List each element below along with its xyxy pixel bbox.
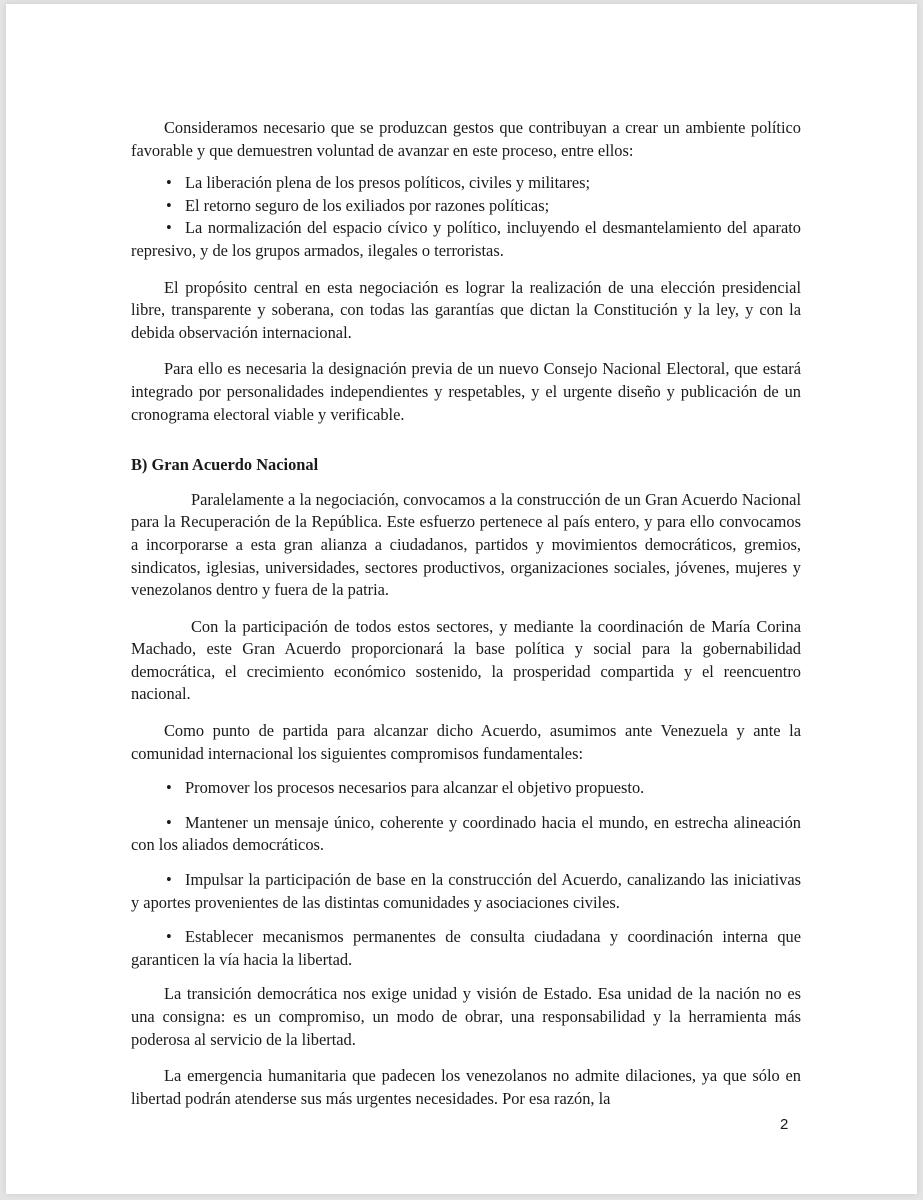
list-item xyxy=(131,217,801,262)
bullet-icon: • xyxy=(166,195,172,215)
section-heading: B) Gran Acuerdo Nacional xyxy=(131,455,319,475)
commitments-intro-paragraph: Como punto de partida para alcanzar dicho Acuerdo, asumimos ante Venezuela y ante la comunidad internacional los siguientes compromisos fundamentales: xyxy=(131,721,801,763)
list-item xyxy=(131,926,801,971)
gestures-list xyxy=(131,172,801,217)
page-number: 2 xyxy=(780,1116,789,1133)
bullet-icon: • xyxy=(166,870,172,890)
document-page xyxy=(6,4,917,1194)
bullet-icon: • xyxy=(166,812,172,832)
bullet-icon: • xyxy=(166,218,172,238)
bullet-icon: • xyxy=(166,173,172,193)
list-item-text: Promover los procesos necesarios para alcanzar el objetivo propuesto. xyxy=(185,778,645,798)
list-item-text: Establecer mecanismos permanentes de consulta ciudadana y coordinación interna que garanticen la vía hacia la libertad. xyxy=(131,927,801,969)
list-item xyxy=(131,195,801,218)
list-item xyxy=(131,812,801,857)
commitments-list xyxy=(131,777,801,971)
list-item-text: Impulsar la participación de base en la construcción del Acuerdo, canalizando las iniciativas y aportes provenientes de las distintas comunidades y asociaciones civiles. xyxy=(131,870,801,912)
purpose-paragraph: El propósito central en esta negociación es lograr la realización de una elección presidencial libre, transparente y soberana, con todas las garantías que dictan la Constitución y la ley, y con la debida observación internacional. xyxy=(131,277,801,342)
list-item-text: La normalización del espacio cívico y político, incluyendo el desmantelamiento del aparato represivo, y de los grupos armados, ilegales o terroristas. xyxy=(131,218,801,260)
intro-paragraph: Consideramos necesario que se produzcan gestos que contribuyan a crear un ambiente político favorable y que demuestren voluntad de avanzar en este proceso, entre ellos: xyxy=(131,118,801,160)
humanitarian-paragraph: La emergencia humanitaria que padecen los venezolanos no admite dilaciones, ya que sólo en libertad podrán atenderse sus más urgentes necesidades. Por esa razón, la xyxy=(131,1066,801,1108)
electoral-council-paragraph: Para ello es necesaria la designación previa de un nuevo Consejo Nacional Electoral, que estará integrado por personalidades independientes y respetables, y el urgente diseño y publicación de un cronograma electoral viable y verificable. xyxy=(131,359,801,424)
list-item-text: Mantener un mensaje único, coherente y coordinado hacia el mundo, en estrecha alineación con los aliados democráticos. xyxy=(131,812,801,855)
bullet-icon: • xyxy=(166,927,172,947)
transition-paragraph: La transición democrática nos exige unidad y visión de Estado. Esa unidad de la nación no es una consigna: es un compromiso, un modo de obrar, una responsabilidad y la herramienta más poderosa al servicio de la libertad. xyxy=(131,984,801,1049)
gran-acuerdo-paragraph: Paralelamente a la negociación, convocamos a la construcción de un Gran Acuerdo Nacional para la Recuperación de la República. Este esfuerzo pertenece al país entero, y para ello convocamos a incorporarse a esta gran alianza a ciudadanos, partidos y movimientos democráticos, gremios, sindicatos, iglesias, universidades, sectores productivos, organizaciones sociales, jóvenes, mujeres y venezolanos dentro y fuera de la patria. xyxy=(131,489,801,600)
list-item xyxy=(131,869,801,914)
list-item xyxy=(131,777,801,800)
bullet-icon: • xyxy=(166,778,172,798)
participation-paragraph: Con la participación de todos estos sectores, y mediante la coordinación de María Corina Machado, este Gran Acuerdo proporcionará la base política y social para la gobernabilidad democrática, el crecimiento económico sostenido, la prosperidad compartida y el reencuentro nacional. xyxy=(131,616,801,704)
list-item-text: La liberación plena de los presos políticos, civiles y militares; xyxy=(185,173,591,193)
list-item xyxy=(131,172,801,195)
gestures-list-continued xyxy=(131,217,801,262)
list-item-text: El retorno seguro de los exiliados por razones políticas; xyxy=(185,195,550,215)
document-body xyxy=(131,117,801,1110)
